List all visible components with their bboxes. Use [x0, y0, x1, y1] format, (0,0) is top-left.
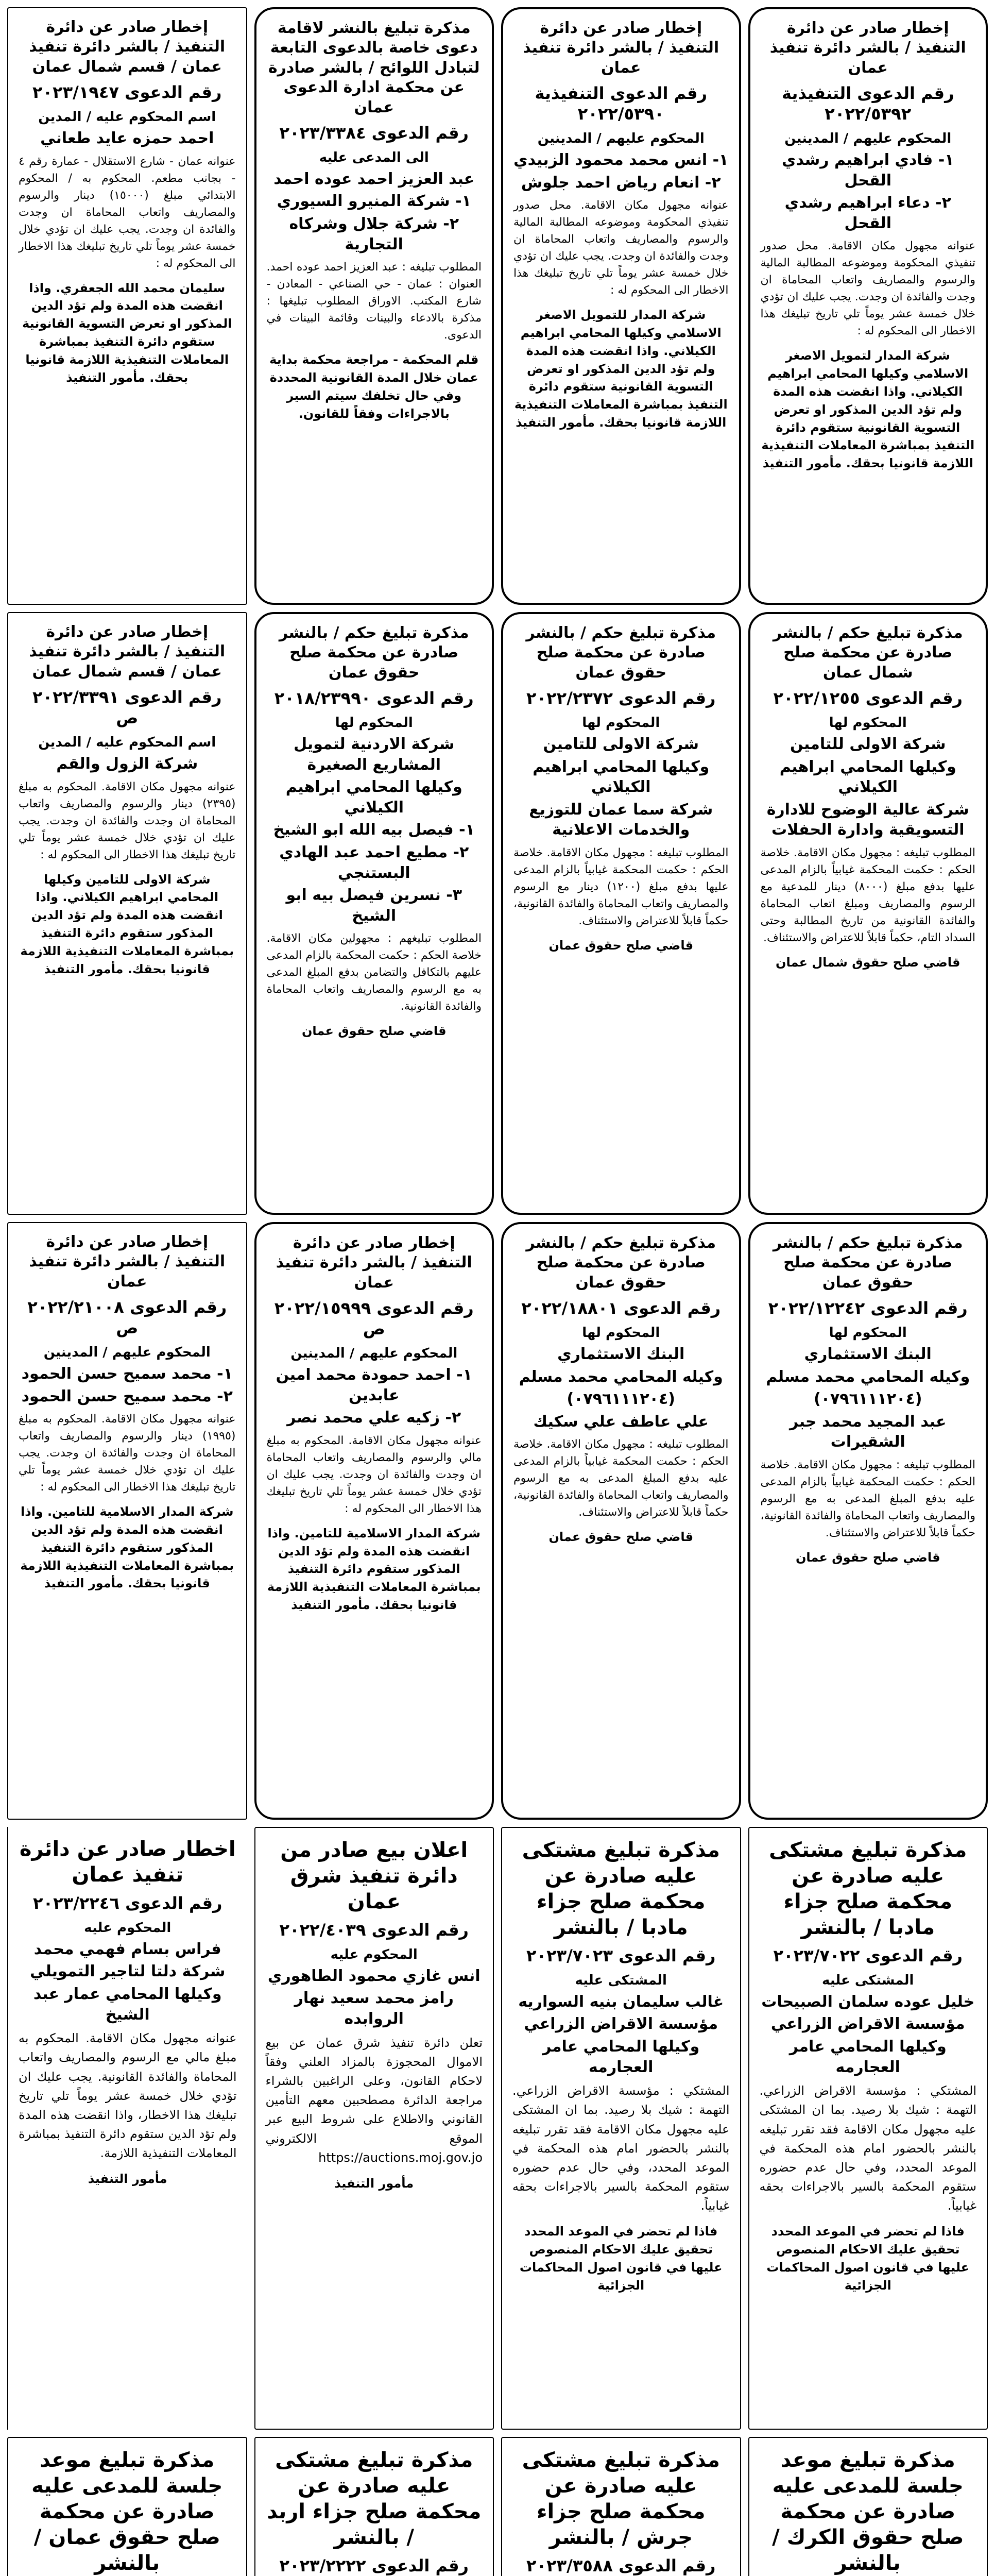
notice-box — [748, 1827, 988, 2430]
notice-footer: شركة المدار لتمويل الاصغر الاسلامي وكيلها المحامي ابراهيم الكيلاني. واذا انقضت هذه المدة ولم تؤد الدين المذكور او تعرض التسوية القانونية ستقوم دائرة التنفيذ بمباشرة المعاملات التنفيذية اللازمة قانونيا بحقك. مأمور التنفيذ — [761, 348, 975, 471]
section-label: المحكوم لها — [582, 715, 660, 731]
case-number: رقم الدعوى ٢٠٢٣/١٩٤٧ — [32, 82, 222, 103]
case-number: رقم الدعوى ٢٠٢٣/٣٥٨٨ — [526, 2556, 716, 2575]
notice-box — [7, 612, 247, 1215]
section-label: اسم المحكوم عليه / المدين — [38, 109, 216, 125]
party-name: عبد المجيد محمد جبر الشقيرات — [790, 1412, 947, 1451]
party-name: ٣- نسرين فيصل بيه ابو الشيخ — [286, 886, 462, 925]
party-name: ٢- مطيع احمد عبد الهادي البستنجي — [279, 843, 469, 882]
notice-body: المشتكي : مؤسسة الاقراض الزراعي. التهمة : شيك بلا رصيد. بما ان المشتكى عليه مجهول مكان الاقامة فقد تقرر تبليغه بالنشر بالحضور امام هذه المحكمة في الموعد المحدد، وفي حال عدم حضوره ستقوم المحكمة بالسير بالاجراءات بحقه غيابياً. — [512, 2083, 730, 2213]
party-name: شركة الاردنية لتمويل المشاريع الصغيرة — [294, 735, 455, 774]
case-number: رقم الدعوى ٢٠٢٣/٧٠٢٣ — [526, 1946, 716, 1965]
party-name: مؤسسة الاقراض الزراعي — [770, 2015, 965, 2033]
section-label: المحكوم عليهم / المدينين — [784, 131, 952, 147]
party-name: (٠٧٩٦١١١٢٠٤) — [567, 1390, 676, 1409]
notice-title: مذكرة تبليغ مشتكى عليه صادرة عن محكمة صلح جزاء مادبا / بالنشر — [769, 1838, 967, 1939]
notice-footer: قاضي صلح حقوق عمان — [301, 1024, 447, 1039]
notice-box — [254, 1222, 494, 1820]
notice-title: إخطار صادر عن دائرة التنفيذ / بالشر دائرة تنفيذ عمان / قسم شمال عمان — [29, 623, 226, 681]
party-name: شركة الاولى للتامين — [543, 735, 699, 753]
notice-body: عنوانه مجهول مكان الاقامة. محل صدور تنفيذي المحكومة وموضوعه المطالبة المالية والرسوم والمصاريف واتعاب المحاماة ان وجدت والفائدة ان وجدت. يجب عليك ان تؤدي خلال خمسة عشر يوماً تلي تاريخ تبليغك هذا الاخطار الى المحكوم له : — [760, 240, 975, 338]
notice-title: إخطار صادر عن دائرة التنفيذ / بالشر دائرة تنفيذ عمان — [276, 1234, 472, 1292]
case-number: رقم الدعوى ٢٠٢٢/٢١٠٠٨ ص — [27, 1297, 227, 1338]
notice-title: إخطار صادر عن دائرة التنفيذ / بالشر دائرة تنفيذ عمان — [29, 1233, 226, 1291]
notice-title: اخطار صادر عن دائرة تنفيذ عمان — [19, 1837, 236, 1887]
party-name: عبد العزيز احمد عوده احمد — [273, 170, 475, 188]
notice-footer: شركة المدار الاسلامية للتامين. واذا انقضت هذه المدة ولم تؤد الدين المذكور ستقوم دائرة التنفيذ بمباشرة المعاملات التنفيذية اللازمة قانونيا بحقك. مأمور التنفيذ — [20, 1504, 234, 1591]
party-name: انس غازي محمود الطاهوري — [267, 1967, 481, 1985]
party-name: وكيله المحامي محمد مسلم — [766, 1367, 970, 1386]
section-label: المحكوم عليه — [84, 1920, 171, 1936]
section-label: المحكوم عليهم / المدينين — [537, 131, 705, 147]
notice-footer: قلم المحكمة - مراجعة محكمة بداية عمان خلال المدة القانونية المحددة وفي حال تخلفك سيتم السير بالاجراءات وفقاً للقانون. — [269, 352, 479, 421]
notice-footer: فاذا لم تحضر في الموعد المحدد تحقيق عليك الاحكام المنصوص عليها في قانون اصول المحاكمات الجزائية — [766, 2224, 970, 2293]
case-number: رقم الدعوى ٢٠٢٢/١٢٢٤٢ — [768, 1298, 968, 1318]
party-name: ١- فيصل بيه الله ابو الشيخ — [273, 821, 475, 839]
notice-body: عنوانه مجهول مكان الاقامة. محل صدور تنفيذي المحكومة وموضوعه المطالبة المالية والرسوم والمصاريف واتعاب المحاماة ان وجدت والفائدة ان وجدت. يجب عليك ان تؤدي خلال خمسة عشر يوماً تلي تاريخ تبليغك هذا الاخطار الى المحكوم له : — [513, 199, 729, 297]
notice-body: المطلوب تبليغه : مجهول مكان الاقامة. خلاصة الحكم : حكمت المحكمة غيابياً بالزام المدعى عليها بدفع مبلغ (١٢٠٠) دينار مع الرسوم والمصاريف واتعاب المحاماة والفائدة القانونية، حكماً قابلاً للاعتراض والاستئناف. — [513, 846, 729, 927]
party-name: وكيلها المحامي عامر العجارمه — [542, 2037, 700, 2076]
notice-title: مذكرة تبليغ بالنشر لاقامة دعوى خاصة بالدعوى التابعة لتبادل اللوائح / بالشر صادرة عن محكمة ادارة الدعوى عمان — [268, 19, 480, 116]
notice-body: تعلن دائرة تنفيذ شرق عمان عن بيع الاموال المحجوزة بالمزاد العلني وفقاً لاحكام القانون، وعلى الراغبين بالشراء مراجعة الدائرة مصطحبين معهم التأمين القانوني والاطلاع على شروط البيع عبر الموقع الالكتروني https://auctions.moj.gov.jo — [265, 2035, 483, 2165]
notice-title: مذكرة تبليغ مشتكى عليه صادرة عن محكمة صلح جزاء اربد / بالنشر — [267, 2448, 482, 2549]
party-name: وكيلها المحامي ابراهيم الكيلاني — [533, 757, 710, 796]
notice-box — [501, 2437, 741, 2576]
notice-title: إخطار صادر عن دائرة التنفيذ / بالشر دائرة تنفيذ عمان — [523, 19, 719, 77]
section-label: المحكوم لها — [829, 1325, 907, 1341]
section-label: المحكوم عليهم / المدينين — [43, 1345, 211, 1361]
case-number: رقم الدعوى التنفيذية ٢٠٢٢/٥٣٩٠ — [535, 83, 708, 124]
notice-body: المطلوب تبليغه : عبد العزيز احمد عوده احمد. العنوان : عمان - حي الصناعي - المعادن - شارع المكتب. الاوراق المطلوب تبليغها : مذكرة بالادعاء والبينات وقائمة البينات في الدعوى. — [266, 261, 482, 342]
section-label: المشتكى عليه — [822, 1973, 914, 1988]
notice-title: اعلان بيع صادر من دائرة تنفيذ شرق عمان — [280, 1838, 468, 1913]
notice-body: المطلوب تبليغه : مجهول مكان الاقامة. خلاصة الحكم : حكمت المحكمة غيابياً بالزام المدعى عليه بدفع المبلغ المدعى به مع الرسوم والمصاريف واتعاب المحاماة والفائدة القانونية، حكماً قابلاً للاعتراض والاستئناف. — [760, 1458, 975, 1539]
case-number: رقم الدعوى ٢٠٢٣/٣٣٨٤ — [279, 123, 469, 143]
party-name: وكيلها المحامي ابراهيم الكيلاني — [285, 778, 462, 817]
party-name: البنك الاستثماري — [804, 1345, 932, 1363]
party-name: مؤسسة الاقراض الزراعي — [524, 2015, 718, 2033]
notice-footer: فاذا لم تحضر في الموعد المحدد تحقيق عليك الاحكام المنصوص عليها في قانون اصول المحاكمات الجزائية — [519, 2224, 723, 2293]
party-name: شركة الزول والقم — [56, 754, 198, 773]
case-number: رقم الدعوى ٢٠٢٢/٣٣٩١ ص — [32, 687, 222, 728]
notice-box — [501, 1827, 741, 2430]
notice-box — [254, 7, 494, 605]
notice-footer: قاضي صلح حقوق عمان — [548, 1530, 694, 1545]
notice-footer: مأمور التنفيذ — [88, 2172, 167, 2187]
notice-box — [501, 612, 741, 1215]
notice-footer: سليمان محمد الله الجعفري. واذا انقضت هذه المدة ولم تؤد الدين المذكور او تعرض التسوية القانونية ستقوم دائرة التنفيذ بمباشرة المعاملات التنفيذية اللازمة قانونيا بحقك. مأمور التنفيذ — [22, 280, 232, 385]
party-name: وكيلها المحامي ابراهيم الكيلاني — [779, 757, 956, 796]
notice-box — [7, 1222, 247, 1820]
notice-box — [748, 1222, 988, 1820]
notice-body: عنوانه مجهول مكان الاقامة. المحكوم به مبلغ مالي والرسوم والمصاريف واتعاب المحاماة ان وجدت والفائدة ان وجدت. يجب عليك ان تؤدي خلال خمسة عشر يوماً تلي تاريخ تبليغك هذا الاخطار الى المحكوم له : — [266, 1434, 482, 1515]
party-name: خليل عوده سلمان الصبيحات — [761, 1992, 975, 2011]
notice-footer: شركة الاولى للتامين وكيلها المحامي ابراهيم الكيلاني. واذا انقضت هذه المدة ولم تؤد الدين المذكور ستقوم دائرة التنفيذ بمباشرة المعاملات التنفيذية اللازمة قانونيا بحقك. مأمور التنفيذ — [20, 872, 234, 976]
party-name: (٠٧٩٦١١١٢٠٤) — [813, 1390, 922, 1409]
notice-title: مذكرة تبليغ حكم / بالنشر صادرة عن محكمة صلح حقوق عمان — [279, 624, 469, 682]
party-name: ٢- محمد سميح حسن الحمود — [21, 1387, 233, 1405]
notice-footer: شركة المدار للتمويل الاصغر الاسلامي وكيلها المحامي ابراهيم الكيلاني. واذا انقضت هذه المدة ولم تؤد الدين المذكور او تعرض التسوية القانونية ستقوم دائرة التنفيذ بمباشرة المعاملات التنفيذية اللازمة قانونيا بحقك. مأمور التنفيذ — [514, 308, 728, 430]
notice-footer: قاضي صلح حقوق عمان — [548, 938, 694, 953]
case-number: رقم الدعوى ٢٠٢٣/٢٢٢٢ — [279, 2556, 469, 2575]
party-name: شركة سما عمان للتوزيع والخدمات الاعلانية — [529, 800, 713, 839]
notice-body: المطلوب تبليغه : مجهول مكان الاقامة. خلاصة الحكم : حكمت المحكمة غيابياً بالزام المدعى عليها بدفع مبلغ (٨٠٠٠) دينار للمدعية مع الرسوم والمصاريف ومبلغ اتعاب المحاماة والفائدة القانونية من تاريخ المطالبة وحتى السداد التام، حكماً قابلاً للاعتراض والاستئناف. — [760, 846, 975, 944]
case-number: رقم الدعوى ٢٠٢٢/٢٣٧٢ — [526, 688, 716, 708]
section-label: الى المدعى عليه — [319, 149, 429, 165]
notice-title: إخطار صادر عن دائرة التنفيذ / بالشر دائرة تنفيذ عمان / قسم شمال عمان — [29, 18, 226, 76]
case-number: رقم الدعوى ٢٠٢٢/٤٠٣٩ — [279, 1920, 469, 1940]
party-name: شركة الاولى للتامين — [790, 735, 946, 753]
notice-body: المطلوب تبليغهم : مجهولين مكان الاقامة. خلاصة الحكم : حكمت المحكمة بالزام المدعى عليهم بالتكافل والتضامن بدفع المبلغ المدعى به مع الرسوم والمصاريف واتعاب المحاماة والفائدة القانونية. — [266, 932, 482, 1013]
case-number: رقم الدعوى ٢٠٢٢/١٨٨٠١ — [521, 1298, 721, 1318]
notice-body: عنوانه مجهول مكان الاقامة. المحكوم به مبلغ (٢٣٩٥) دينار والرسوم والمصاريف واتعاب المحاماة ان وجدت والفائدة ان وجدت. يجب عليك ان تؤدي خلال خمسة عشر يوماً تلي تاريخ تبليغك هذا الاخطار الى المحكوم له : — [19, 780, 236, 861]
party-name: البنك الاستثماري — [557, 1345, 685, 1363]
case-number: رقم الدعوى التنفيذية ٢٠٢٢/٥٣٩٢ — [781, 83, 954, 124]
notice-box — [7, 2437, 247, 2576]
notice-box — [7, 1827, 247, 2430]
case-number: رقم الدعوى ٢٠٢٢/١٢٥٥ — [773, 688, 963, 708]
notice-title: مذكرة تبليغ موعد جلسة للمدعى عليه صادرة عن محكمة صلح حقوق عمان / بالنشر — [31, 2448, 223, 2575]
notice-body: عنوانه مجهول مكان الاقامة. المحكوم به مبلغ (١٩٩٥) دينار والرسوم والمصاريف واتعاب المحاماة ان وجدت والفائدة ان وجدت. يجب عليك ان تؤدي خلال خمسة عشر يوماً تلي تاريخ تبليغك هذا الاخطار الى المحكوم له : — [19, 1413, 236, 1494]
notice-box — [254, 612, 494, 1215]
notice-title: مذكرة تبليغ موعد جلسة للمدعى عليه صادرة عن محكمة صلح حقوق الكرك / بالنشر — [772, 2448, 964, 2575]
party-name: احمد حمزه عايد طعاني — [40, 129, 214, 147]
notice-footer: شركة المدار الاسلامية للتامين. واذا انقضت هذه المدة ولم تؤد الدين المذكور ستقوم دائرة التنفيذ بمباشرة المعاملات التنفيذية اللازمة قانونيا بحقك. مأمور التنفيذ — [267, 1526, 481, 1612]
notice-box — [7, 7, 247, 605]
notice-footer: مأمور التنفيذ — [334, 2176, 414, 2191]
case-number: رقم الدعوى ٢٠٢٢/١٥٩٩٩ ص — [274, 1298, 474, 1339]
party-name: شركة دلتا لتاجير التمويلي — [30, 1962, 226, 1981]
notice-title: إخطار صادر عن دائرة التنفيذ / بالشر دائرة تنفيذ عمان — [769, 19, 966, 77]
notice-box — [748, 7, 988, 605]
party-name: شركة عالية الوضوح للادارة التسويقية وادارة الحفلات — [766, 800, 969, 839]
notice-box — [254, 2437, 494, 2576]
section-label: المشتكى عليه — [575, 1973, 667, 1988]
party-name: وكيله المحامي محمد مسلم — [519, 1367, 723, 1386]
notice-footer: قاضي صلح حقوق عمان — [795, 1550, 940, 1565]
party-name: ١- فادي ابراهيم رشدي القحل — [781, 150, 954, 190]
party-name: ٢- انعام رياض احمد جلوش — [521, 173, 721, 192]
notice-body: عنوانه مجهول مكان الاقامة. المحكوم به مبلغ مالي مع الرسوم والمصاريف واتعاب المحاماة والفائدة القانونية. يجب عليك ان تؤدي خلال خمسة عشر يوماً تلي تاريخ تبليغك هذا الاخطار، واذا انقضت هذه المدة ولم تؤد الدين ستقوم دائرة التنفيذ بمباشرة المعاملات التنفيذية اللازمة. — [19, 2031, 237, 2161]
notice-footer: قاضي صلح حقوق شمال عمان — [776, 955, 960, 970]
party-name: ٢- دعاء ابراهيم رشدي القحل — [784, 194, 951, 232]
party-name: ١- شركة المنيرو السيوري — [277, 192, 471, 211]
party-name: ١- انس محمد محمود الزبيدي — [513, 150, 729, 169]
party-name: فراس بسام فهمي محمد — [33, 1940, 221, 1958]
case-number: رقم الدعوى ٢٠٢٣/٧٠٢٢ — [773, 1946, 963, 1965]
section-label: المحكوم عليهم / المدينين — [290, 1346, 458, 1362]
section-label: المحكوم عليه — [330, 1947, 418, 1962]
notice-body: المشتكي : مؤسسة الاقراض الزراعي. التهمة : شيك بلا رصيد. بما ان المشتكى عليه مجهول مكان الاقامة فقد تقرر تبليغه بالنشر بالحضور امام هذه المحكمة في الموعد المحدد، وفي حال عدم حضوره ستقوم المحكمة بالسير بالاجراءات بحقه غيابياً. — [759, 2083, 976, 2213]
section-label: المحكوم لها — [335, 715, 413, 731]
section-label: اسم المحكوم عليه / المدين — [38, 735, 216, 751]
notice-title: مذكرة تبليغ حكم / بالنشر صادرة عن محكمة صلح حقوق عمان — [773, 1234, 963, 1292]
notice-body: المطلوب تبليغه : مجهول مكان الاقامة. خلاصة الحكم : حكمت المحكمة غيابياً بالزام المدعى عليه بدفع المبلغ المدعى به مع الرسوم والمصاريف واتعاب المحاماة والفائدة القانونية، حكماً قابلاً للاعتراض والاستئناف. — [513, 1438, 729, 1519]
notice-title: مذكرة تبليغ حكم / بالنشر صادرة عن محكمة صلح حقوق عمان — [526, 1234, 716, 1292]
notice-box — [254, 1827, 494, 2430]
section-label: المحكوم لها — [829, 715, 907, 731]
notice-box — [501, 7, 741, 605]
notice-body: عنوانه عمان - شارع الاستقلال - عمارة رقم ٤ - بجانب مطعم. المحكوم به / المحكوم الابتدائي مبلغ (١٥٠٠٠) دينار والرسوم والمصاريف واتعاب المحاماة ان وجدت والفائدة ان وجدت. يجب عليك ان تؤدي خلال خمسة عشر يوماً تلي تاريخ تبليغك هذا الاخطار الى المحكوم له : — [19, 155, 236, 270]
case-number: رقم الدعوى ٢٠١٨/٢٣٩٩٠ — [274, 688, 474, 708]
party-name: غالب سليمان بنيه السواريه — [518, 1992, 724, 2011]
party-name: ١- احمد حمودة محمد امين عابدين — [276, 1365, 472, 1404]
notice-title: مذكرة تبليغ حكم / بالنشر صادرة عن محكمة صلح حقوق عمان — [526, 624, 716, 682]
party-name: ٢- زكيه علي محمد نصر — [287, 1409, 461, 1427]
notice-box — [501, 1222, 741, 1820]
party-name: ١- محمد سميح حسن الحمود — [21, 1364, 233, 1383]
notice-box — [748, 612, 988, 1215]
party-name: ٢- شركة جلال وشركاه التجارية — [289, 214, 459, 253]
section-label: المحكوم لها — [582, 1325, 660, 1341]
notice-title: مذكرة تبليغ مشتكى عليه صادرة عن محكمة صلح جزاء مادبا / بالنشر — [522, 1838, 720, 1939]
party-name: وكيلها المحامي عمار عبد الشيخ — [33, 1985, 222, 2024]
party-name: علي عاطف علي سكيك — [533, 1412, 709, 1431]
notice-title: مذكرة تبليغ حكم / بالنشر صادرة عن محكمة صلح شمال عمان — [773, 624, 963, 682]
case-number: رقم الدعوى ٢٠٢٣/٢٢٤٦ — [33, 1893, 222, 1913]
notice-box — [748, 2437, 988, 2576]
party-name: رامز محمد سعيد نهار الروابده — [294, 1989, 454, 2028]
party-name: وكيلها المحامي عامر العجارمه — [789, 2037, 947, 2076]
notice-title: مذكرة تبليغ مشتكى عليه صادرة عن محكمة صلح جزاء جرش / بالنشر — [522, 2448, 720, 2549]
